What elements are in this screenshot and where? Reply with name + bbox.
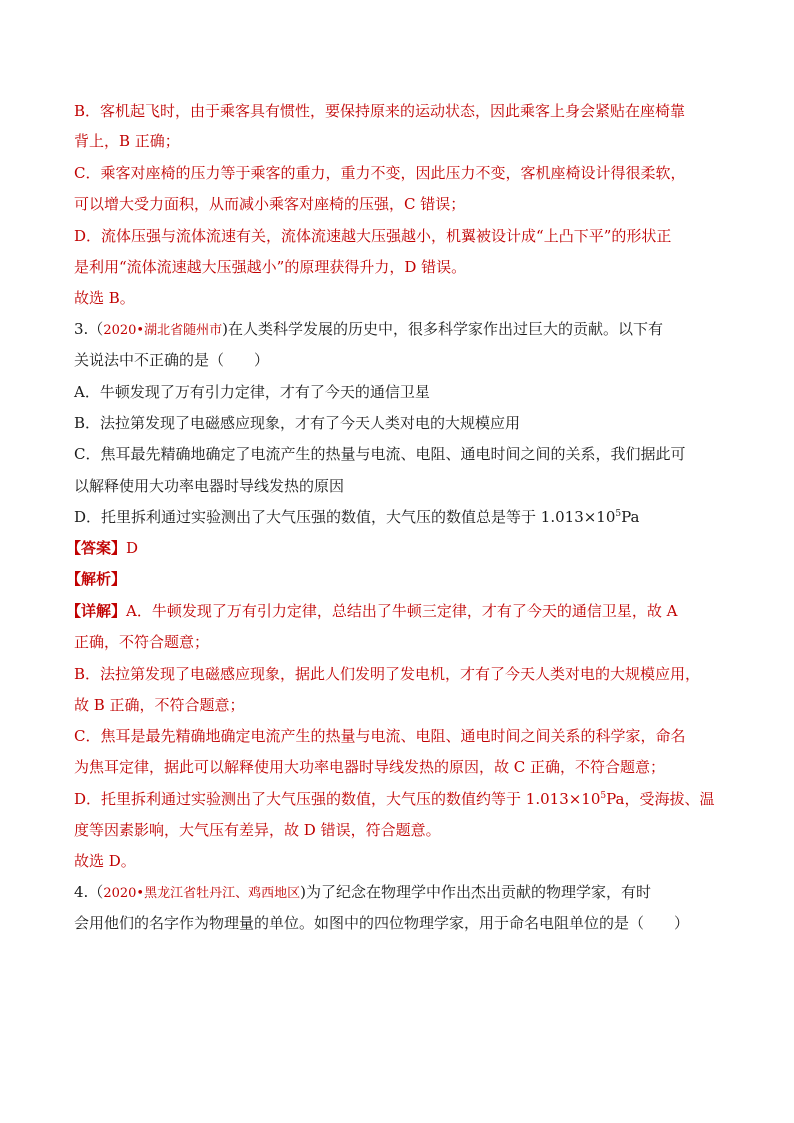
prev-conclusion: 故选 B。 <box>74 289 135 307</box>
answer-label: 【答案】 <box>66 539 127 557</box>
question-3-option-d <box>74 507 640 527</box>
question-4-stem-line1 <box>74 882 651 904</box>
prev-option-c-line2: 可以增大受力面积，从而减小乘客对座椅的压强，C 错误； <box>74 195 466 213</box>
prev-option-d-line1: D．流体压强与流体流速有关，流体流速越大压强越小，机翼被设计成“上凸下平”的形状正 <box>74 227 672 245</box>
detail-d-text: D．托里拆利通过实验测出了大气压强的数值，大气压的数值约等于 1.013×10 <box>74 790 601 808</box>
option-d-text: D．托里拆利通过实验测出了大气压强的数值，大气压的数值总是等于 1.013×10 <box>74 508 616 526</box>
stem-text: )在人类科学发展的历史中，很多科学家作出过巨大的贡献。以下有 <box>222 320 663 338</box>
option-d-exponent: 5 <box>615 509 622 519</box>
source-dot: • <box>136 323 145 338</box>
question-number: 3.（ <box>74 320 104 338</box>
detail-d-suffix: Pa，受海拔、温 <box>606 790 715 808</box>
question-3-option-c-line2: 以解释使用大功率电器时导线发热的原因 <box>74 477 345 495</box>
question-3-option-c-line1: C．焦耳最先精确地确定了电流产生的热量与电流、电阻、通电时间之间的关系，我们据此可 <box>74 445 686 463</box>
prev-option-b-line1: B．客机起飞时，由于乘客具有惯性，要保持原来的运动状态，因此乘客上身会紧贴在座椅靠 <box>74 102 686 120</box>
question-number: 4.（ <box>74 883 104 901</box>
prev-option-d-line2: 是利用“流体流速越大压强越小”的原理获得升力，D 错误。 <box>74 258 467 276</box>
prev-option-b-line2: 背上，B 正确； <box>74 132 180 150</box>
source-year: 2020 <box>103 886 137 901</box>
question-3-stem-line1 <box>74 319 663 341</box>
prev-option-c-line1: C．乘客对座椅的压力等于乘客的重力，重力不变，因此压力不变，客机座椅设计得很柔软， <box>74 164 686 182</box>
source-dot: • <box>136 886 145 901</box>
analysis-label: 【解析】 <box>66 570 127 588</box>
question-3-conclusion: 故选 D。 <box>74 852 136 870</box>
answer-line <box>66 538 138 558</box>
source-year: 2020 <box>103 323 137 338</box>
detail-a-line2: 正确，不符合题意； <box>74 633 210 651</box>
question-3-option-b: B．法拉第发现了电磁感应现象，才有了今天人类对电的大规模应用 <box>74 414 521 432</box>
source-place: 湖北省随州市 <box>144 323 223 338</box>
detail-label: 【详解】 <box>66 602 127 620</box>
option-d-unit: Pa <box>621 508 640 526</box>
detail-d-line2: 度等因素影响，大气压有差异，故 D 错误，符合题意。 <box>74 821 441 839</box>
answer-value: D <box>126 539 139 557</box>
detail-a-line1 <box>66 601 677 621</box>
question-4-stem-line2: 会用他们的名字作为物理量的单位。如图中的四位物理学家，用于命名电阻单位的是（ ） <box>74 914 690 932</box>
detail-b-line1: B．法拉第发现了电磁感应现象，据此人们发明了发电机，才有了今天人类对电的大规模应用， <box>74 665 701 683</box>
question-3-stem-line2: 关说法中不正确的是（ ） <box>74 351 270 369</box>
detail-a-text: A．牛顿发现了万有引力定律，总结出了牛顿三定律，才有了今天的通信卫星，故 A <box>126 602 678 620</box>
detail-b-line2: 故 B 正确，不符合题意； <box>74 696 245 714</box>
detail-d-line1 <box>74 789 715 809</box>
source-place: 黑龙江省牡丹江、鸡西地区 <box>144 886 301 901</box>
detail-c-line2: 为焦耳定律，据此可以解释使用大功率电器时导线发热的原因，故 C 正确，不符合题意； <box>74 758 666 776</box>
detail-c-line1: C．焦耳是最先精确地确定电流产生的热量与电流、电阻、通电时间之间关系的科学家，命名 <box>74 727 686 745</box>
detail-d-exponent: 5 <box>600 791 607 801</box>
question-3-option-a: A．牛顿发现了万有引力定律，才有了今天的通信卫星 <box>74 383 430 401</box>
stem-text: )为了纪念在物理学中作出杰出贡献的物理学家，有时 <box>300 883 651 901</box>
